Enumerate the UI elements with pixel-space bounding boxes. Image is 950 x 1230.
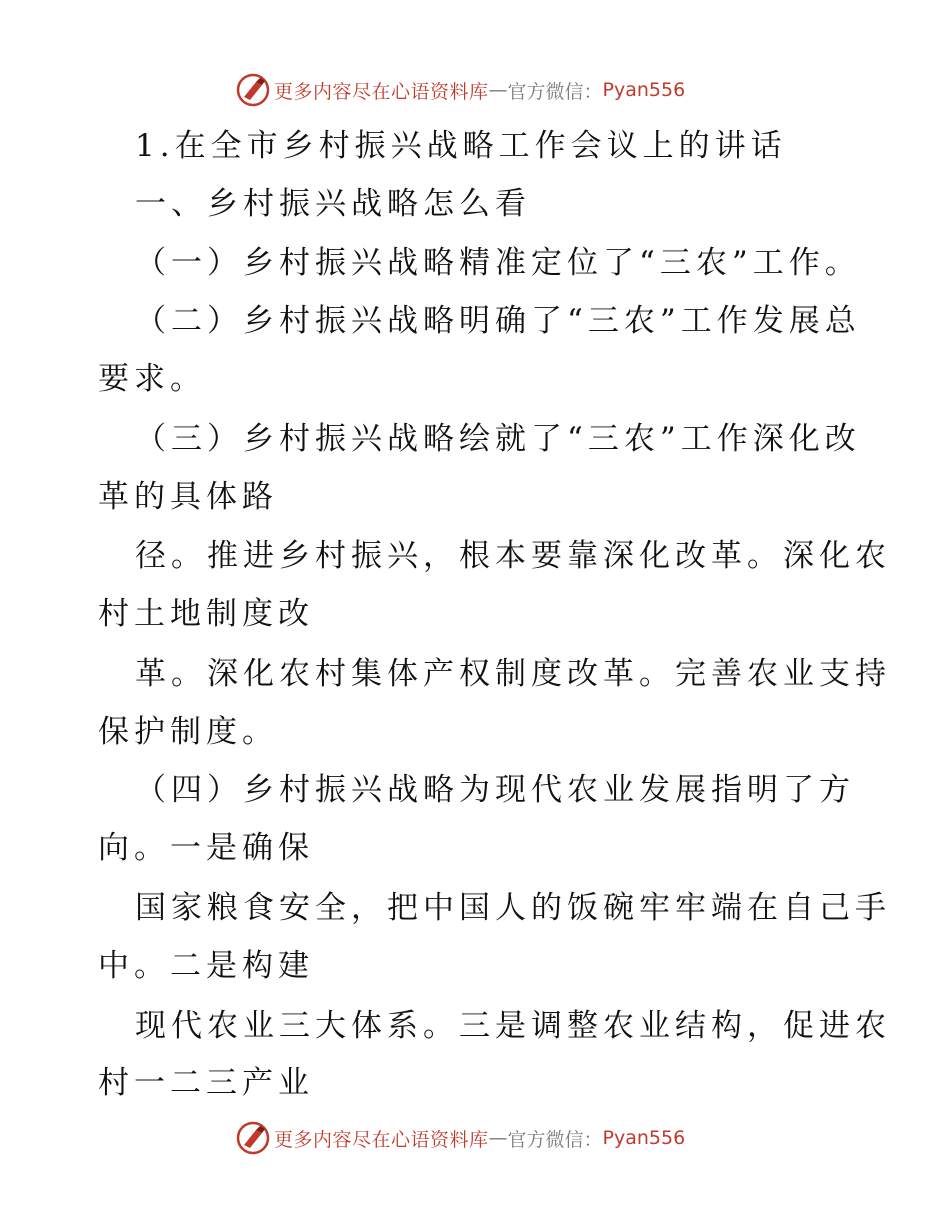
doc-title: 1.在全市乡村振兴战略工作会议上的讲话 [135, 128, 787, 164]
footer-watermark [236, 1120, 756, 1156]
watermark-dash: — [488, 1127, 508, 1149]
watermark-site-text: 更多内容尽在心语资料库 [274, 1128, 489, 1151]
watermark-wechat-id: Pyan556 [602, 79, 686, 101]
paragraph-line: 中。二是构建 [98, 948, 314, 984]
paragraph-line: （二）乡村振兴战略明确了“三农”工作发展总 [135, 303, 861, 339]
watermark-site-text: 更多内容尽在心语资料库 [274, 80, 489, 103]
seal-logo-icon [236, 73, 270, 107]
section-heading: 一、乡村振兴战略怎么看 [135, 186, 531, 222]
paragraph-line: 现代农业三大体系。三是调整农业结构，促进农 [135, 1008, 891, 1044]
paragraph-line: 保护制度。 [98, 714, 278, 750]
paragraph-line: （四）乡村振兴战略为现代农业发展指明了方 [135, 772, 855, 808]
watermark-wechat-id: Pyan556 [602, 1127, 686, 1149]
paragraph-line: 径。推进乡村振兴，根本要靠深化改革。深化农 [135, 538, 891, 574]
paragraph-line: 村土地制度改 [98, 596, 314, 632]
paragraph-line: 革的具体路 [98, 479, 278, 515]
paragraph-line: 国家粮食安全，把中国人的饭碗牢牢端在自己手 [135, 890, 891, 926]
watermark-label: 官方微信： [507, 80, 603, 103]
paragraph-line: 革。深化农村集体产权制度改革。完善农业支持 [135, 656, 891, 692]
paragraph-line: 要求。 [98, 361, 206, 397]
watermark-label: 官方微信： [507, 1128, 603, 1151]
paragraph-line: （一）乡村振兴战略精准定位了“三农”工作。 [135, 245, 861, 281]
watermark-dash: — [488, 79, 508, 101]
seal-logo-icon [236, 1121, 270, 1155]
paragraph-line: （三）乡村振兴战略绘就了“三农”工作深化改 [135, 421, 861, 457]
header-watermark [236, 72, 756, 108]
paragraph-line: 向。一是确保 [98, 830, 314, 866]
paragraph-line: 村一二三产业 [98, 1065, 314, 1101]
